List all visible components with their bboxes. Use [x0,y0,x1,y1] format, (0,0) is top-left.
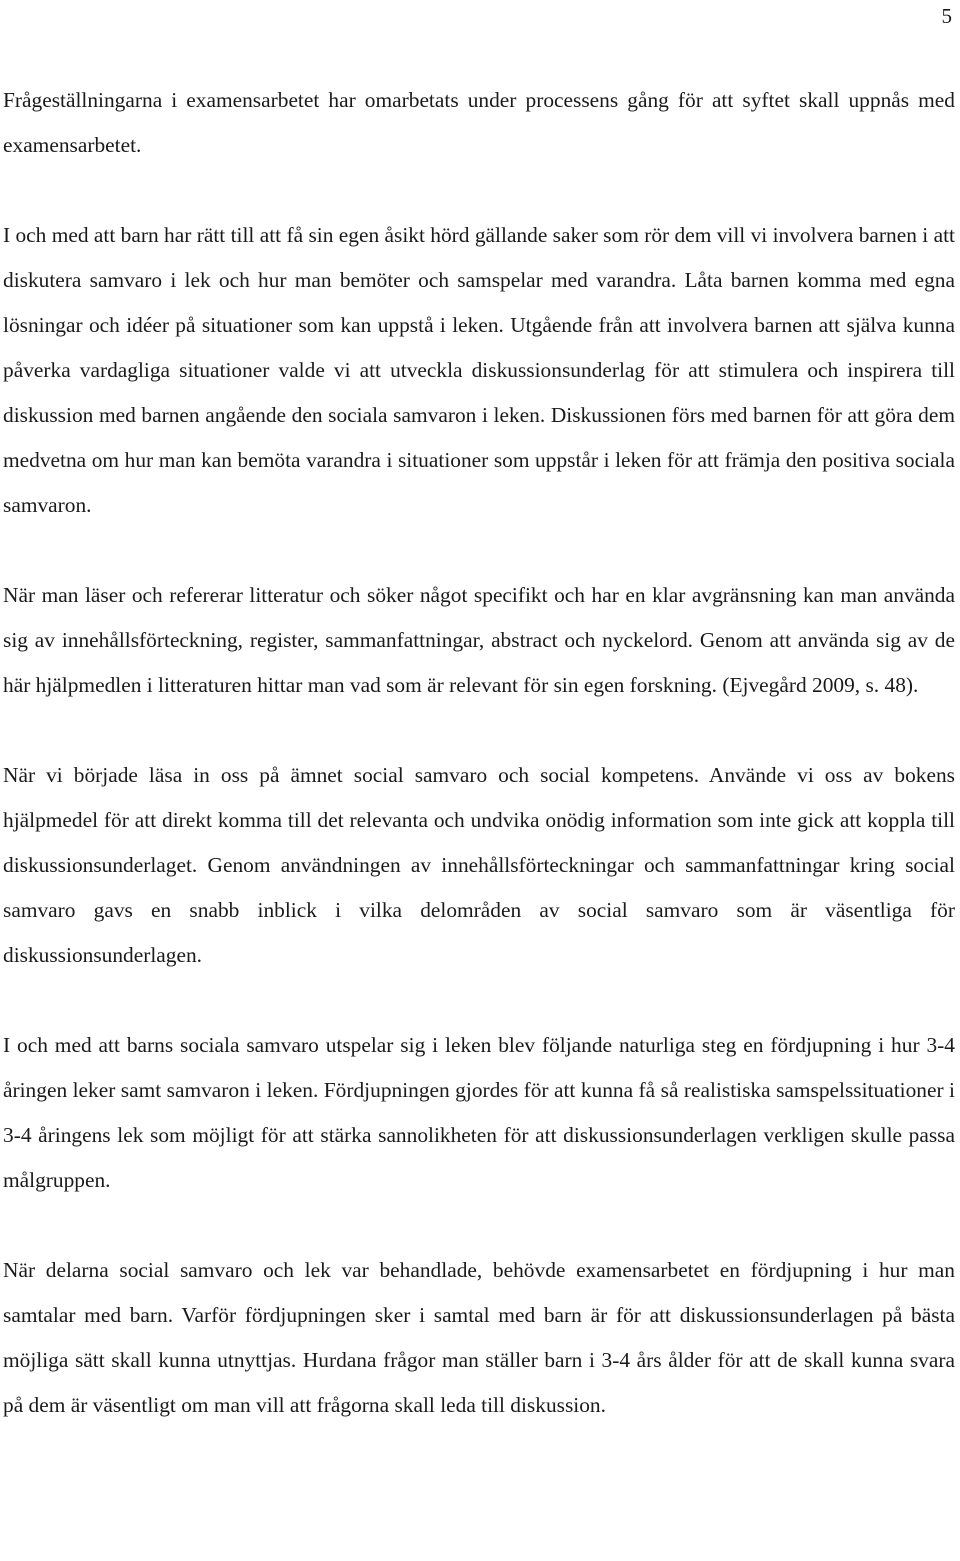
paragraph-6: När delarna social samvaro och lek var behandlade, behövde examensarbetet en fördjupning i hur man samtalar med barn. Varför fördjupningen sker i samtal med barn är för att diskussionsunderlagen på bästa möjliga sätt skall kunna utnyttjas. Hurdana frågor man ställer barn i 3-4 års ålder för att de skall kunna svara på dem är väsentligt om man vill att frågorna skall leda till diskussion. [3,1258,955,1417]
paragraph-3: När man läser och refererar litteratur och söker något specifikt och har en klar avgränsning kan man använda sig av innehållsförteckning, register, sammanfattningar, abstract och nyckelord. Genom att använda sig av de här hjälpmedlen i litteraturen hittar man vad som är relevant för sin egen forskning. (Ejvegård 2009, s. 48). [3,583,955,697]
paragraph-4: När vi började läsa in oss på ämnet social samvaro och social kompetens. Använde vi oss av bokens hjälpmedel för att direkt komma till det relevanta och undvika onödig information som inte gick att koppla till diskussionsunderlaget. Genom användningen av innehållsförteckningar och sammanfattningar kring social samvaro gavs en snabb inblick i vilka delområden av social samvaro som är väsentliga för diskussionsunderlagen. [3,763,955,967]
paragraph-2: I och med att barn har rätt till att få sin egen åsikt hörd gällande saker som rör dem vill vi involvera barnen i att diskutera samvaro i lek och hur man bemöter och samspelar med varandra. Låta barnen komma med egna lösningar och idéer på situationer som kan uppstå i leken. Utgående från att involvera barnen att själva kunna påverka vardagliga situationer valde vi att utveckla diskussionsunderlag för att stimulera och inspirera till diskussion med barnen angående den sociala samvaron i leken. Diskussionen förs med barnen för att göra dem medvetna om hur man kan bemöta varandra i situationer som uppstår i leken för att främja den positiva sociala samvaron. [3,223,955,517]
page-number: 5 [941,4,952,28]
paragraph-1: Frågeställningarna i examensarbetet har omarbetats under processens gång för att syftet skall uppnås med examensarbetet. [3,88,955,157]
document-body [3,78,955,1428]
paragraph-5: I och med att barns sociala samvaro utspelar sig i leken blev följande naturliga steg en fördjupning i hur 3-4 åringen leker samt samvaron i leken. Fördjupningen gjordes för att kunna få så realistiska samspelssituationer i 3-4 åringens lek som möjligt för att stärka sannolikheten för att diskussionsunderlagen verkligen skulle passa målgruppen. [3,1033,955,1192]
